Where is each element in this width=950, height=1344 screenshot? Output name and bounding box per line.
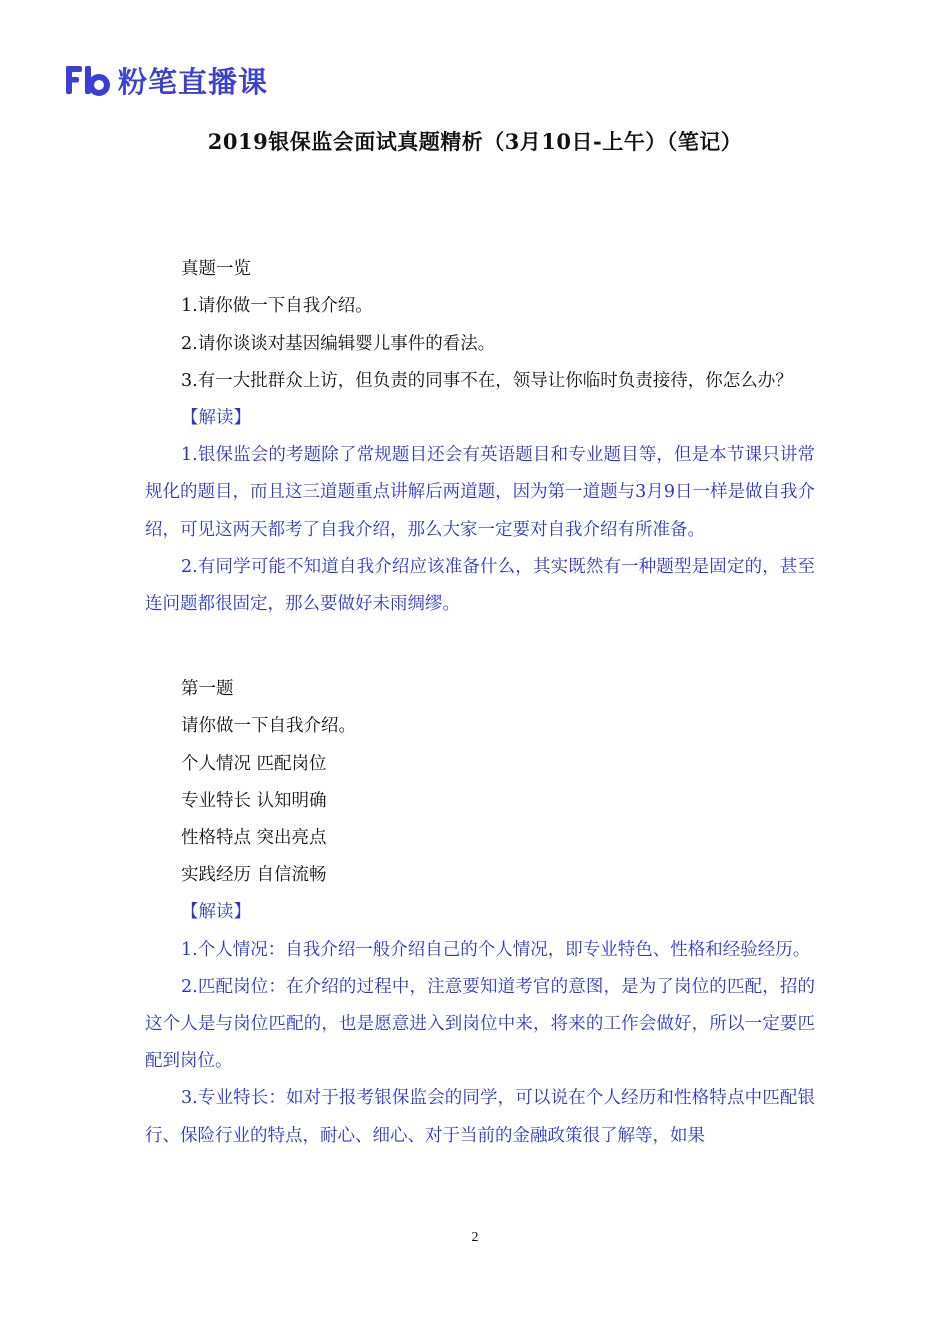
q1-point-4: 实践经历 自信流畅 <box>181 865 327 886</box>
brand-logo <box>66 60 268 100</box>
overview-analysis-1: 1.银保监会的考题除了常规题目还会有英语题目和专业题目等，但是本节课只讲常规化的题目，而且这三道题重点讲解后两道题，因为第一道题与3月9日一样是做自我介绍，可见这两天都考了自我介绍，那么大家一定要对自我介绍有所准备。 <box>145 445 815 540</box>
analysis-label: 【解读】 <box>181 408 251 428</box>
page-number: 2 <box>471 1230 479 1245</box>
q1-point-1: 个人情况 匹配岗位 <box>181 753 327 774</box>
q1-point-3: 性格特点 突出亮点 <box>181 828 327 849</box>
overview-question-2: 2.请你谈谈对基因编辑婴儿事件的看法。 <box>181 333 496 354</box>
q1-question: 请你做一下自我介绍。 <box>181 716 356 737</box>
spacer <box>145 623 815 671</box>
analysis-label: 【解读】 <box>181 902 251 923</box>
brand-name: 粉笔直播课 <box>118 64 269 99</box>
overview-analysis-2: 2.有同学可能不知道自我介绍应该准备什么，其实既然有一种题型是固定的，甚至连问题都很固定，那么要做好未雨绸缪。 <box>145 556 815 615</box>
overview-question-3: 3.有一大批群众上访，但负责的同事不在，领导让你临时负责接待，你怎么办？ <box>181 370 793 391</box>
q1-analysis-1: 1.个人情况：自我介绍一般介绍自己的个人情况，即专业特色、性格和经验经历。 <box>181 939 811 960</box>
overview-question-1: 1.请你做一下自我介绍。 <box>181 296 373 317</box>
fb-logo-icon <box>66 64 110 96</box>
document-title: 2019银保监会面试真题精析（3月10日-上午）（笔记） <box>207 129 743 154</box>
spacer <box>145 214 815 251</box>
q1-point-2: 专业特长 认知明确 <box>181 790 327 811</box>
q1-analysis-3: 3.专业特长：如对于报考银保监会的同学，可以说在个人经历和性格特点中匹配银行、保险行业的特点，耐心、细心、对于当前的金融政策很了解等，如果 <box>145 1088 815 1146</box>
document-body <box>145 214 815 1155</box>
section-heading-overview: 真题一览 <box>181 259 251 280</box>
q1-analysis-2: 2.匹配岗位：在介绍的过程中，注意要知道考官的意图，是为了岗位的匹配，招的这个人是与岗位匹配的，也是愿意进入到岗位中来，将来的工作会做好，所以一定要匹配到岗位。 <box>145 976 815 1072</box>
section-heading-q1: 第一题 <box>181 679 234 700</box>
